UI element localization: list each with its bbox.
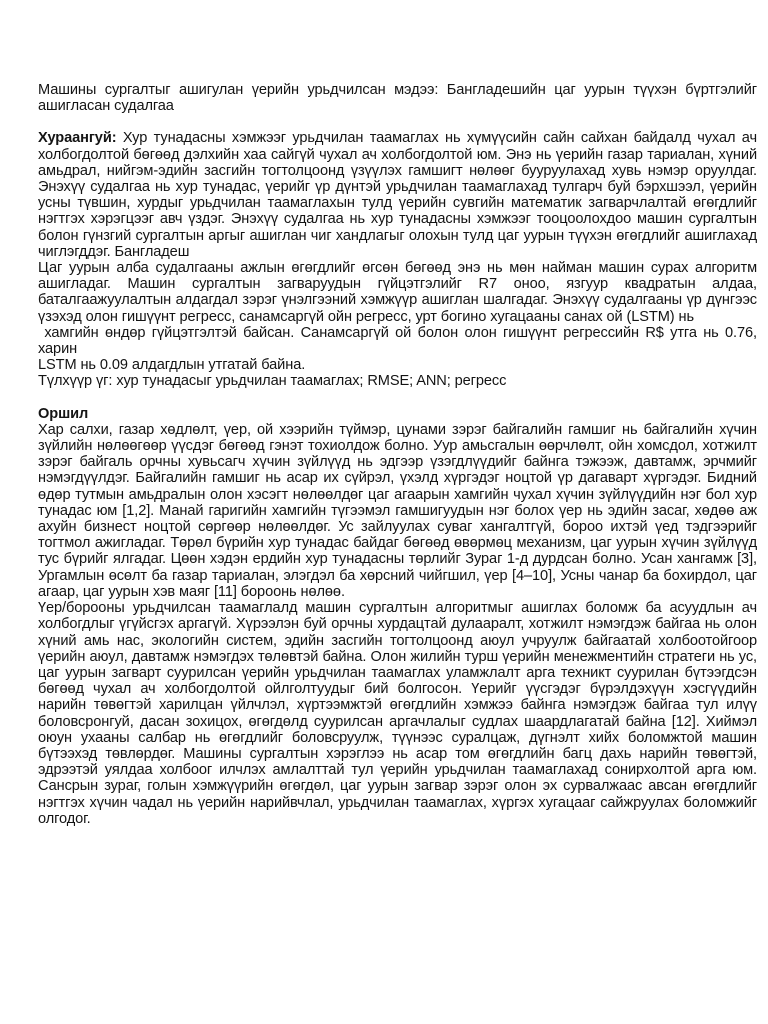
abstract-paragraph-2: Цаг уурын алба судалгааны ажлын өгөгдлийг өгсөн бөгөөд энэ нь мөн найман машин сурах алгоритм ашигладаг. Машин сургалтын загваруудын гүйцэтгэлийг R7 оноо, язгуур квадратын алдаа, баталгаажуулалтын алдагдал зэрэг үнэлгээний хэмжүүр ашиглан шалгадаг. Энэхүү судалгааны үр дүнгээс үзэхэд олон гишүүнт регресс, санамсаргүй ойн регресс, урт богино хугацааны санах ой (LSTM) нь bbox=[38, 260, 757, 325]
keywords-line: Түлхүүр үг: хур тунадасыг урьдчилан таамаглах; RMSE; ANN; регресс bbox=[38, 373, 507, 390]
abstract-paragraph-4: LSTM нь 0.09 алдагдлын утгатай байна. bbox=[38, 357, 306, 374]
paper-page bbox=[38, 82, 761, 827]
abstract-label: Хураангуй: bbox=[38, 130, 117, 147]
introduction-paragraph-2: Үер/борооны урьдчилсан таамаглалд машин сургалтын алгоритмыг ашиглах боломж ба асуудлын ач холбогдлыг үгүйсгэх аргагүй. Хүрээлэн буй орчны хурдацтай дулааралт, хотжилт нэмэгдэж байгаа нь олон хүний амь нас, экологийн систем, эдийн засгийн тогтолцоонд аюул учруулж байгаатай холбоотойгоор үерийн аюул, давтамж нэмэгдэх төлөвтэй байна. Олон жилийн турш үерийн менежментийн стратеги нь ус, цаг уурын загварт суурилсан үерийн урьдчилан таамаглах уламжлалт арга техникт суурилан бүтээгдсэн бөгөөд чухал ач холбогдолтой ойлголтуудыг бий болгосон. Үерийг үүсгэдэг бүрэлдэхүүн хэсгүүдийн нарийн төвөгтэй харилцан үйлчлэл, хүртээмжтэй өгөгдлийн хэмжээ байнга нэмэгдэж байгаа тул илүү боловсронгуй, дасан зохицох, өгөгдөлд суурилсан аргачлалыг судлах шаардлагатай байна [12]. Хиймэл оюун ухааны салбар нь өгөгдлийг боловсруулж, түүнээс суралцаж, дүгнэлт хийх боломжтой машин бүтээхэд төвлөрдөг. Машины сургалтын хэрэглээ нь асар том өгөгдлийн багц дахь нарийн төвөгтэй, эдрээтэй уялдаа холбоог илчлэх амлалттай тул үерийн урьдчилан таамаглахад сонирхолтой арга юм. Сансрын зураг, голын хэмжүүрийн өгөгдөл, цаг уурын загвар зэрэг олон эх сурвалжаас авсан өгөгдлийг нэгтгэх хүчин чадал нь үерийн нарийвчлал, урьдчилан таамаглах, хүргэх хугацааг сайжруулах боломжийг олгодог. bbox=[38, 600, 757, 827]
paper-title: Машины сургалтыг ашигулан үерийн урьдчилсан мэдээ: Бангладешийн цаг уурын түүхэн бүртгэлийг ашигласан судалгаа bbox=[38, 82, 757, 115]
spacer bbox=[38, 390, 757, 406]
abstract-text-1: Хур тунадасны хэмжээг урьдчилан таамаглах нь хүмүүсийн сайн сайхан байдалд чухал ач холбогдолтой бөгөөд дэлхийн хаа сайгүй чухал ач холбогдолтой юм. Энэ нь үерийн газар тариалан, хүний амьдрал, нийгэм-эдийн засгийн тогтолцоонд үзүүлэх гамшигт нөлөөг бууруулахад хувь нэмэр оруулдаг. Энэхүү судалгаа нь хур тунадас, үерийг үр дүнтэй урьдчилан таамаглахад тулгарч буй бэрхшээл, үерийн усны түвшин, хурдыг урьдчилан таамаглахын тулд үерийн сувгийн математик загварчлалтай өгөгдлийг нэгтгэх хэрэгцээг авч үздэг. Энэхүү судалгаа нь хур тунадасны хэмжээг тооцоолохдоо машин сургалтын болон гүнзгий сургалтын аргыг ашиглан чиг хандлагыг олохын тулд цаг уурын түүхэн өгөгдлийг ашиглахад чиглэгддэг. Бангладеш bbox=[38, 130, 757, 260]
introduction-paragraph-1: Хар салхи, газар хөдлөлт, үер, ой хээрийн түймэр, цунами зэрэг байгалийн гамшиг нь байгалийн хүчин зүйлийн нөлөөгөөр үүсдэг бөгөөд гэнэт тохиолдож болно. Уур амьсгалын өөрчлөлт, ойн хомсдол, хотжилт зэрэг байгаль орчны хувьсагч хүчин зүйлүүд нь эдгээр үзэгдлүүдийг байнга тэжээж, давтамж, эрчмийг нэмэгдүүлдэг. Байгалийн гамшиг нь асар их сүйрэл, үхэлд хүргэдэг ноцтой үр дагаварт хүргэдэг. Бидний өдөр тутмын амьдралын олон хэсэгт нөлөөлдөг цаг агаарын хамгийн чухал хүчин зүйлүүдийн нэг бол хур тунадас юм [1,2]. Манай гаригийн хамгийн түгээмэл гамшигуудын нэг болох үер нь эдийн засаг, хөдөө аж ахуйн бизнест ноцтой сөргөөр нөлөөлдөг. Ус зайлуулах суваг хангалтгүй, бороо ихтэй үед тэдгээрийг тогтмол ажигладаг. Төрөл бүрийн хур тунадас байдаг бөгөөд өвөрмөц механизм, цаг уурын хүчин зүйлүүд тус бүрийг ялгадаг. Цөөн хэдэн ердийн хур тунадасны төрлийг Зураг 1-д дурдсан болно. Усан хангамж [3], Ургамлын өсөлт ба газар тариалан, элэгдэл ба хөрсний чийгшил, үер [4–10], Усны чанар ба бохирдол, цаг агаар, цаг уурын хэв маяг [11] бороонь нөлөө. bbox=[38, 421, 757, 600]
abstract-paragraph-3: хамгийн өндөр гүйцэтгэлтэй байсан. Санамсаргүй ой болон олон гишүүнт регрессийн R$ утга нь 0.76, харин bbox=[38, 324, 761, 358]
section-heading-introduction: Оршил bbox=[38, 405, 89, 422]
spacer bbox=[38, 114, 757, 130]
abstract-paragraph-1 bbox=[38, 130, 757, 260]
